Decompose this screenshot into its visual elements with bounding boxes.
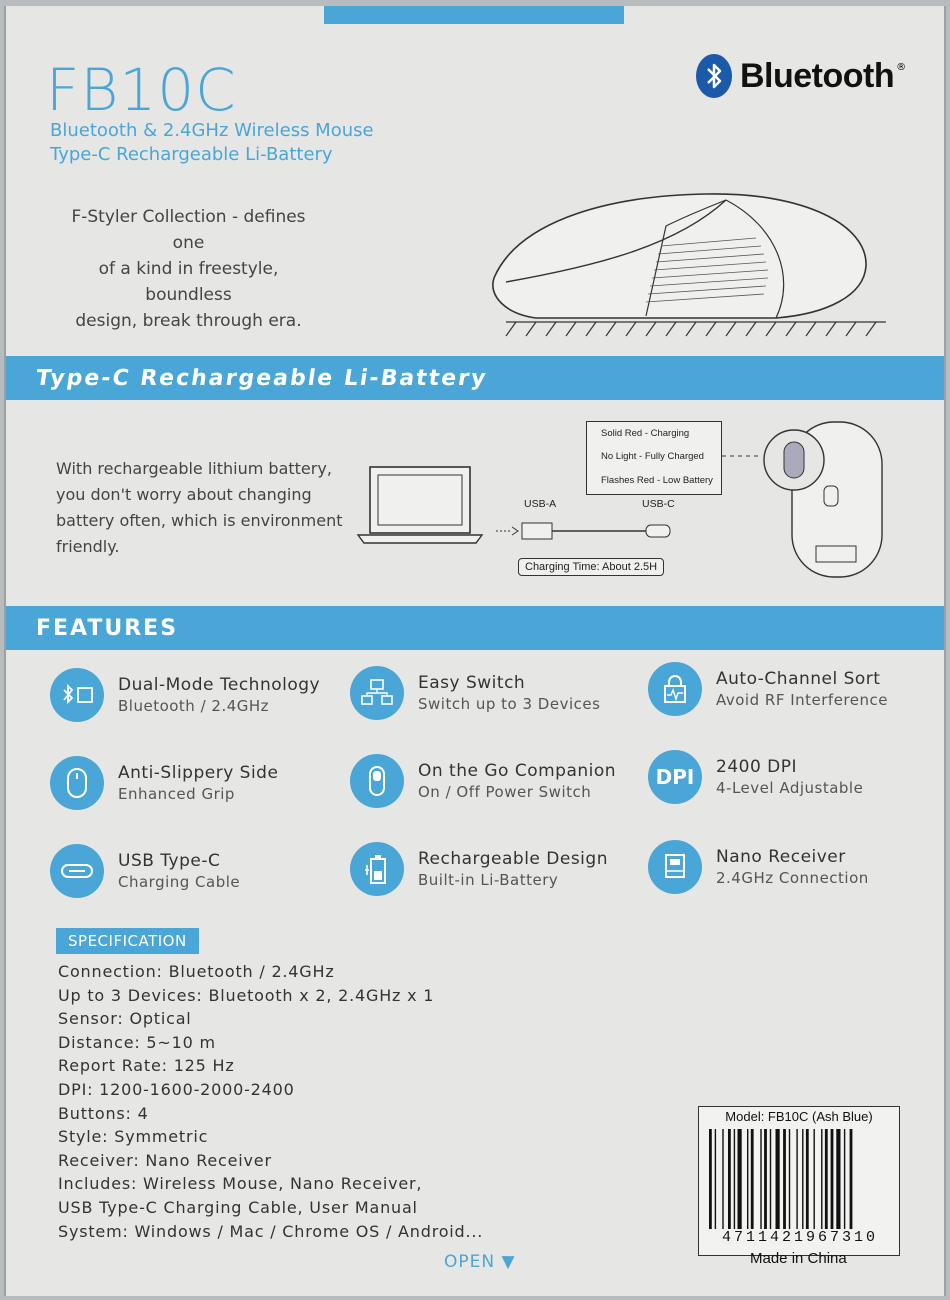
legend-charging: Solid Red - Charging: [601, 428, 690, 439]
intro-line-1: F-Styler Collection - defines one: [71, 207, 306, 253]
specification-list: [58, 960, 483, 1243]
feature-anti-slippery: [50, 756, 278, 810]
battery-line-3: battery often, which is environment: [56, 511, 343, 530]
feature-subtitle: Switch up to 3 Devices: [418, 695, 601, 713]
barcode-bar: [734, 1129, 735, 1229]
feature-title: Nano Receiver: [716, 847, 846, 867]
product-box-back: [4, 6, 946, 1296]
barcode-bars: [709, 1129, 889, 1229]
nano-receiver-icon: [648, 840, 702, 894]
specification-title: SPECIFICATION: [56, 928, 199, 954]
feature-title: Dual-Mode Technology: [118, 675, 321, 695]
feature-subtitle: 2.4GHz Connection: [716, 869, 869, 887]
barcode-bar: [770, 1129, 771, 1229]
barcode-bar: [783, 1129, 786, 1229]
feature-title: Anti-Slippery Side: [118, 763, 279, 783]
feature-nano-receiver: [648, 840, 869, 894]
barcode-bar: [836, 1129, 840, 1229]
feature-title: Rechargeable Design: [418, 849, 608, 869]
dpi-icon: DPI: [648, 750, 702, 804]
feature-subtitle: Built-in Li-Battery: [418, 871, 559, 889]
barcode-bar: [821, 1129, 822, 1229]
feature-dual-mode: [50, 668, 320, 722]
usb-c-label: USB-C: [642, 498, 675, 510]
barcode-bar: [831, 1129, 834, 1229]
feature-subtitle: Enhanced Grip: [118, 785, 235, 803]
spec-line: DPI: 1200-1600-2000-2400: [58, 1079, 295, 1099]
barcode-bar: [802, 1129, 803, 1229]
spec-line: System: Windows / Mac / Chrome OS / Android...: [58, 1221, 484, 1241]
mouse-grip-icon: [50, 756, 104, 810]
spec-line: Sensor: Optical: [58, 1009, 192, 1029]
feature-rechargeable: [350, 842, 608, 896]
feature-on-the-go: [350, 754, 616, 808]
bluetooth-logo: [696, 54, 906, 98]
feature-subtitle: Charging Cable: [118, 873, 241, 891]
spec-line: Includes: Wireless Mouse, Nano Receiver,: [58, 1174, 423, 1194]
feature-auto-channel: [648, 662, 888, 716]
battery-description: [56, 456, 356, 560]
barcode-bar: [751, 1129, 754, 1229]
charging-time-label: Charging Time: About 2.5H: [518, 558, 664, 576]
feature-subtitle: 4-Level Adjustable: [716, 779, 864, 797]
feature-subtitle: Avoid RF Interference: [716, 691, 888, 709]
feature-title: 2400 DPI: [716, 757, 798, 777]
open-tab-label[interactable]: OPEN ▼: [444, 1252, 516, 1272]
usb-c-icon: [50, 844, 104, 898]
barcode-bar: [789, 1129, 790, 1229]
spec-line: Receiver: Nano Receiver: [58, 1150, 272, 1170]
barcode-bar: [709, 1129, 712, 1229]
barcode-bar: [715, 1129, 716, 1229]
barcode-bar: [776, 1129, 780, 1229]
battery-icon: [350, 842, 404, 896]
spec-line: Style: Symmetric: [58, 1127, 209, 1147]
dual-mode-icon: [50, 668, 104, 722]
power-switch-icon: [350, 754, 404, 808]
subtitle-line-1: Bluetooth & 2.4GHz Wireless Mouse: [50, 120, 374, 141]
barcode-label: [698, 1106, 900, 1256]
battery-section-title: Type-C Rechargeable Li-Battery: [34, 365, 490, 391]
battery-section-band: [6, 356, 944, 400]
barcode-bar: [806, 1129, 809, 1229]
intro-text: [56, 204, 321, 334]
box-top-flap: [324, 6, 624, 24]
intro-line-3: design, break through era.: [75, 311, 302, 331]
spec-line: Connection: Bluetooth / 2.4GHz: [58, 962, 335, 981]
intro-line-2: of a kind in freestyle, boundless: [98, 259, 279, 305]
barcode-bar: [738, 1129, 742, 1229]
feature-subtitle: Bluetooth / 2.4GHz: [118, 697, 270, 715]
barcode-bar: [844, 1129, 845, 1229]
subtitle-line-2: Type-C Rechargeable Li-Battery: [50, 144, 333, 165]
led-legend: [586, 421, 722, 495]
bluetooth-wordmark: Bluetooth: [740, 56, 895, 95]
spec-line: Distance: 5~10 m: [58, 1032, 216, 1052]
feature-title: On the Go Companion: [418, 761, 617, 781]
barcode-model: Model: FB10C (Ash Blue): [725, 1109, 873, 1124]
model-name: FB10C: [46, 56, 237, 124]
usb-a-label: USB-A: [524, 498, 557, 510]
barcode-bar: [760, 1129, 761, 1229]
feature-easy-switch: [350, 666, 600, 720]
spec-line: Buttons: 4: [58, 1103, 149, 1123]
features-section-band: [6, 606, 944, 650]
feature-usb-c: [50, 844, 240, 898]
bluetooth-icon: [696, 54, 732, 98]
barcode-number: 4711421967310: [721, 1229, 879, 1246]
battery-line-4: friendly.: [56, 537, 120, 556]
spec-line: Report Rate: 125 Hz: [58, 1056, 235, 1076]
feature-title: Easy Switch: [418, 673, 526, 693]
barcode-bar: [728, 1129, 731, 1229]
features-section-title: FEATURES: [36, 615, 179, 641]
mouse-bottom-illustration: [722, 416, 892, 586]
barcode-bar: [747, 1129, 748, 1229]
barcode-bar: [814, 1129, 815, 1229]
registered-mark: ®: [896, 61, 907, 73]
barcode-bar: [850, 1129, 853, 1229]
lock-wave-icon: [648, 662, 702, 716]
barcode-bar: [825, 1129, 828, 1229]
feature-title: Auto-Channel Sort: [716, 669, 881, 689]
devices-icon: [350, 666, 404, 720]
feature-subtitle: On / Off Power Switch: [418, 783, 592, 801]
spec-line: USB Type-C Charging Cable, User Manual: [58, 1197, 418, 1217]
feature-dpi: [648, 750, 863, 804]
mouse-illustration: [476, 186, 896, 341]
legend-fully-charged: No Light - Fully Charged: [601, 451, 704, 462]
barcode-bar: [764, 1129, 767, 1229]
battery-line-2: you don't worry about changing: [56, 485, 312, 504]
made-in-label: Made in China: [750, 1250, 847, 1267]
barcode-bar: [796, 1129, 797, 1229]
feature-title: USB Type-C: [118, 851, 221, 871]
legend-low-battery: Flashes Red - Low Battery: [601, 475, 713, 486]
spec-line: Up to 3 Devices: Bluetooth x 2, 2.4GHz x 1: [58, 985, 435, 1005]
battery-line-1: With rechargeable lithium battery,: [56, 459, 332, 478]
barcode-bar: [722, 1129, 723, 1229]
